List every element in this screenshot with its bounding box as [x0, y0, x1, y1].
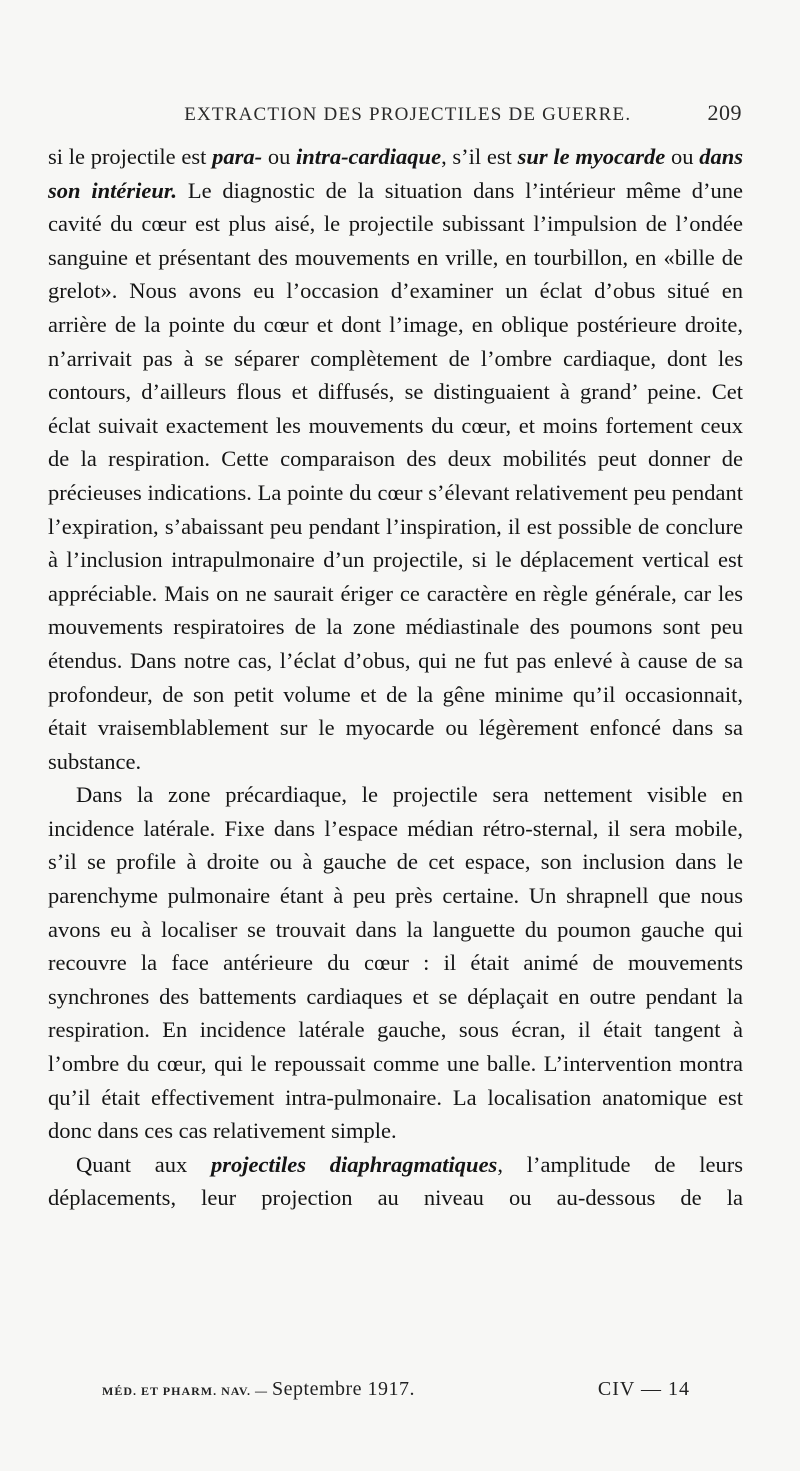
emphasis-run: intra-cardiaque: [296, 144, 442, 169]
text-run: , l’amplitude de leurs déplacements, leur projection au niveau ou au-dessous de la: [48, 1151, 743, 1211]
text-run: Quant aux: [76, 1151, 212, 1177]
text-run: Le diagnostic de la situation dans l’intérieur même d’une cavité du cœur est plus aisé, le projectile subissant l’impulsion de l’ondée sanguine et présentant des mouvements en vrille, en tourbillon, en «bille de grelot». Nous avons eu l’occasion d’examiner un éclat d’obus situé en arrière de la pointe du cœur et dont l’image, en oblique postérieure droite, n’arrivait pas à se séparer complètement de l’ombre cardiaque, dont les contours, d’ailleurs flous et diffusés, se distinguaient à grand’ peine. Cet éclat suivait exactement les mouvements du cœur, et moins fortement ceux de la respiration. Cette comparaison des deux mobilités peut donner de précieuses indications. La pointe du cœur s’élevant relativement peu pendant l’expiration, s’abaissant peu pendant l’inspiration, il est possible de conclure à l’inclusion intrapulmonaire d’un projectile, si le déplacement vertical est appréciable. Mais on ne saurait ériger ce caractère en règle générale, car les mouvements respiratoires de la zone médiastinale des poumons sont peu étendus. Dans notre cas, l’éclat d’obus, qui ne fut pas enlevé à cause de sa profondeur, de son petit volume et de la gêne minime qu’il occasionnait, était vraisemblablement sur le myocarde ou légèrement enfoncé dans sa substance.: [48, 177, 743, 774]
text-run: Dans la zone précardiaque, le projectile sera nettement visible en incidence latérale. Fixe dans l’espace médian rétro-sternal, il sera mobile, s’il se profile à droite ou à gauche de cet espace, son inclusion dans le parenchyme pulmonaire étant à peu près certaine. Un shrapnell que nous avons eu à localiser se trouvait dans la languette du poumon gauche qui recouvre la face antérieure du cœur : il était animé de mouvements synchrones des battements cardiaques et se déplaçait en outre pendant la respiration. En incidence latérale gauche, sous écran, il était tangent à l’ombre du cœur, qui le repoussait comme une balle. L’intervention montra qu’il était effectivement intra-pulmonaire. La localisation anatomique est donc dans ces cas relativement simple.: [48, 782, 743, 1144]
emphasis-run: dans son intérieur.: [48, 144, 744, 203]
body-text: [48, 140, 743, 1215]
page-number: 209: [707, 100, 742, 125]
emphasis-run: projectiles diaphragmatiques: [211, 1151, 498, 1177]
journal-reference: [102, 1378, 415, 1401]
page-footer: [102, 1378, 690, 1401]
emphasis-run: sur le myocarde: [517, 144, 666, 169]
text-run: ou: [665, 144, 700, 169]
text-run: , s’il est: [441, 144, 518, 169]
running-title: EXTRACTION DES PROJECTILES DE GUERRE.: [184, 104, 632, 125]
text-run: ou: [262, 144, 297, 169]
emphasis-run: para-: [212, 144, 263, 169]
journal-name: MÉD. ET PHARM. NAV. —: [102, 1384, 273, 1398]
journal-date: Septembre 1917.: [272, 1378, 416, 1400]
paragraph-precardiac-zone: [48, 778, 743, 1148]
paragraph-diaphragmatic: [48, 1148, 743, 1215]
text-run: si le projectile est: [48, 144, 213, 169]
signature-mark: CIV — 14: [597, 1378, 690, 1400]
running-header: [48, 100, 742, 130]
paragraph-cardiac-projectile: [48, 140, 743, 778]
